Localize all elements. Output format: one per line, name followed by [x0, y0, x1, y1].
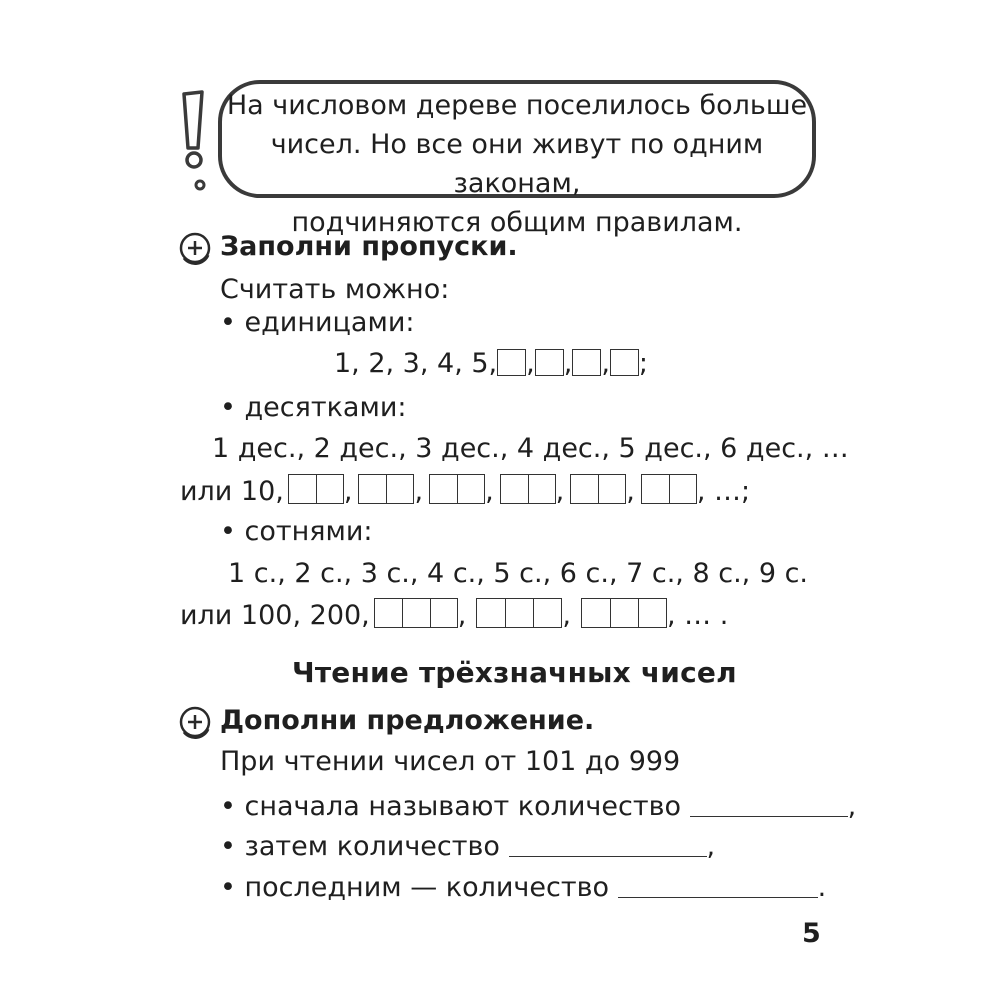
note-line-2: чисел. Но все они живут по одним законам, — [270, 129, 764, 199]
answer-box[interactable] — [572, 349, 601, 376]
units-end: ; — [638, 348, 649, 379]
answer-cells[interactable] — [500, 474, 556, 504]
tens-prefix: или 10, — [180, 476, 284, 507]
task-plus-icon — [178, 705, 214, 741]
section-title: Чтение трёхзначных чисел — [292, 656, 737, 689]
units-row: 1, 2, 3, 4, 5, , , , ; — [334, 348, 649, 379]
note-line-1: На числовом дереве поселилось больше — [226, 90, 808, 121]
hundreds-prefix: или 100, 200, — [180, 600, 370, 631]
answer-box[interactable] — [497, 349, 526, 376]
exclamation-icon — [178, 90, 214, 195]
task1-intro: Считать можно: — [220, 274, 450, 305]
hundreds-words: 1 с., 2 с., 3 с., 4 с., 5 с., 6 с., 7 с., 8 с., 9 с. — [228, 558, 809, 589]
answer-cells[interactable] — [476, 598, 562, 628]
answer-cells[interactable] — [288, 474, 344, 504]
task2-intro: При чтении чисел от 101 до 999 — [220, 746, 681, 777]
line2-end: , — [706, 831, 716, 862]
answer-blank[interactable] — [618, 875, 818, 898]
tens-end: , …; — [696, 476, 751, 507]
answer-cells[interactable] — [641, 474, 697, 504]
hundreds-row: или 100, 200, , , , … . — [180, 600, 729, 631]
line1-end: , — [847, 791, 857, 822]
task2-line-3 — [220, 871, 826, 905]
answer-cells[interactable] — [374, 598, 458, 628]
hundreds-end: , … . — [666, 600, 729, 631]
answer-blank[interactable] — [690, 794, 848, 817]
tens-row: или 10, , , , , , , …; — [180, 476, 751, 507]
answer-box[interactable] — [610, 349, 639, 376]
note-line-3: подчиняются общим правилам. — [291, 207, 743, 238]
line1-text: • сначала называют количество — [220, 791, 682, 822]
task-plus-icon — [178, 231, 214, 267]
task2-line-2 — [220, 830, 715, 864]
task2-heading: Дополни предложение. — [220, 705, 595, 736]
task2-line-1 — [220, 790, 856, 824]
answer-cells[interactable] — [570, 474, 626, 504]
page-number: 5 — [802, 918, 821, 949]
line2-text: • затем количество — [220, 831, 500, 862]
line3-text: • последним — количество — [220, 872, 609, 903]
line3-end: . — [817, 872, 827, 903]
hundreds-label: • сотнями: — [220, 516, 373, 547]
tens-label: • десятками: — [220, 392, 407, 423]
answer-cells[interactable] — [581, 598, 667, 628]
units-sequence: 1, 2, 3, 4, 5, — [334, 348, 498, 379]
note-text — [218, 86, 816, 242]
task1-heading: Заполни пропуски. — [220, 231, 518, 262]
answer-cells[interactable] — [358, 474, 414, 504]
tens-words: 1 дес., 2 дес., 3 дес., 4 дес., 5 дес., 6 дес., … — [212, 433, 849, 464]
answer-box[interactable] — [535, 349, 564, 376]
answer-blank[interactable] — [509, 834, 707, 857]
answer-cells[interactable] — [429, 474, 485, 504]
units-label: • единицами: — [220, 307, 415, 338]
